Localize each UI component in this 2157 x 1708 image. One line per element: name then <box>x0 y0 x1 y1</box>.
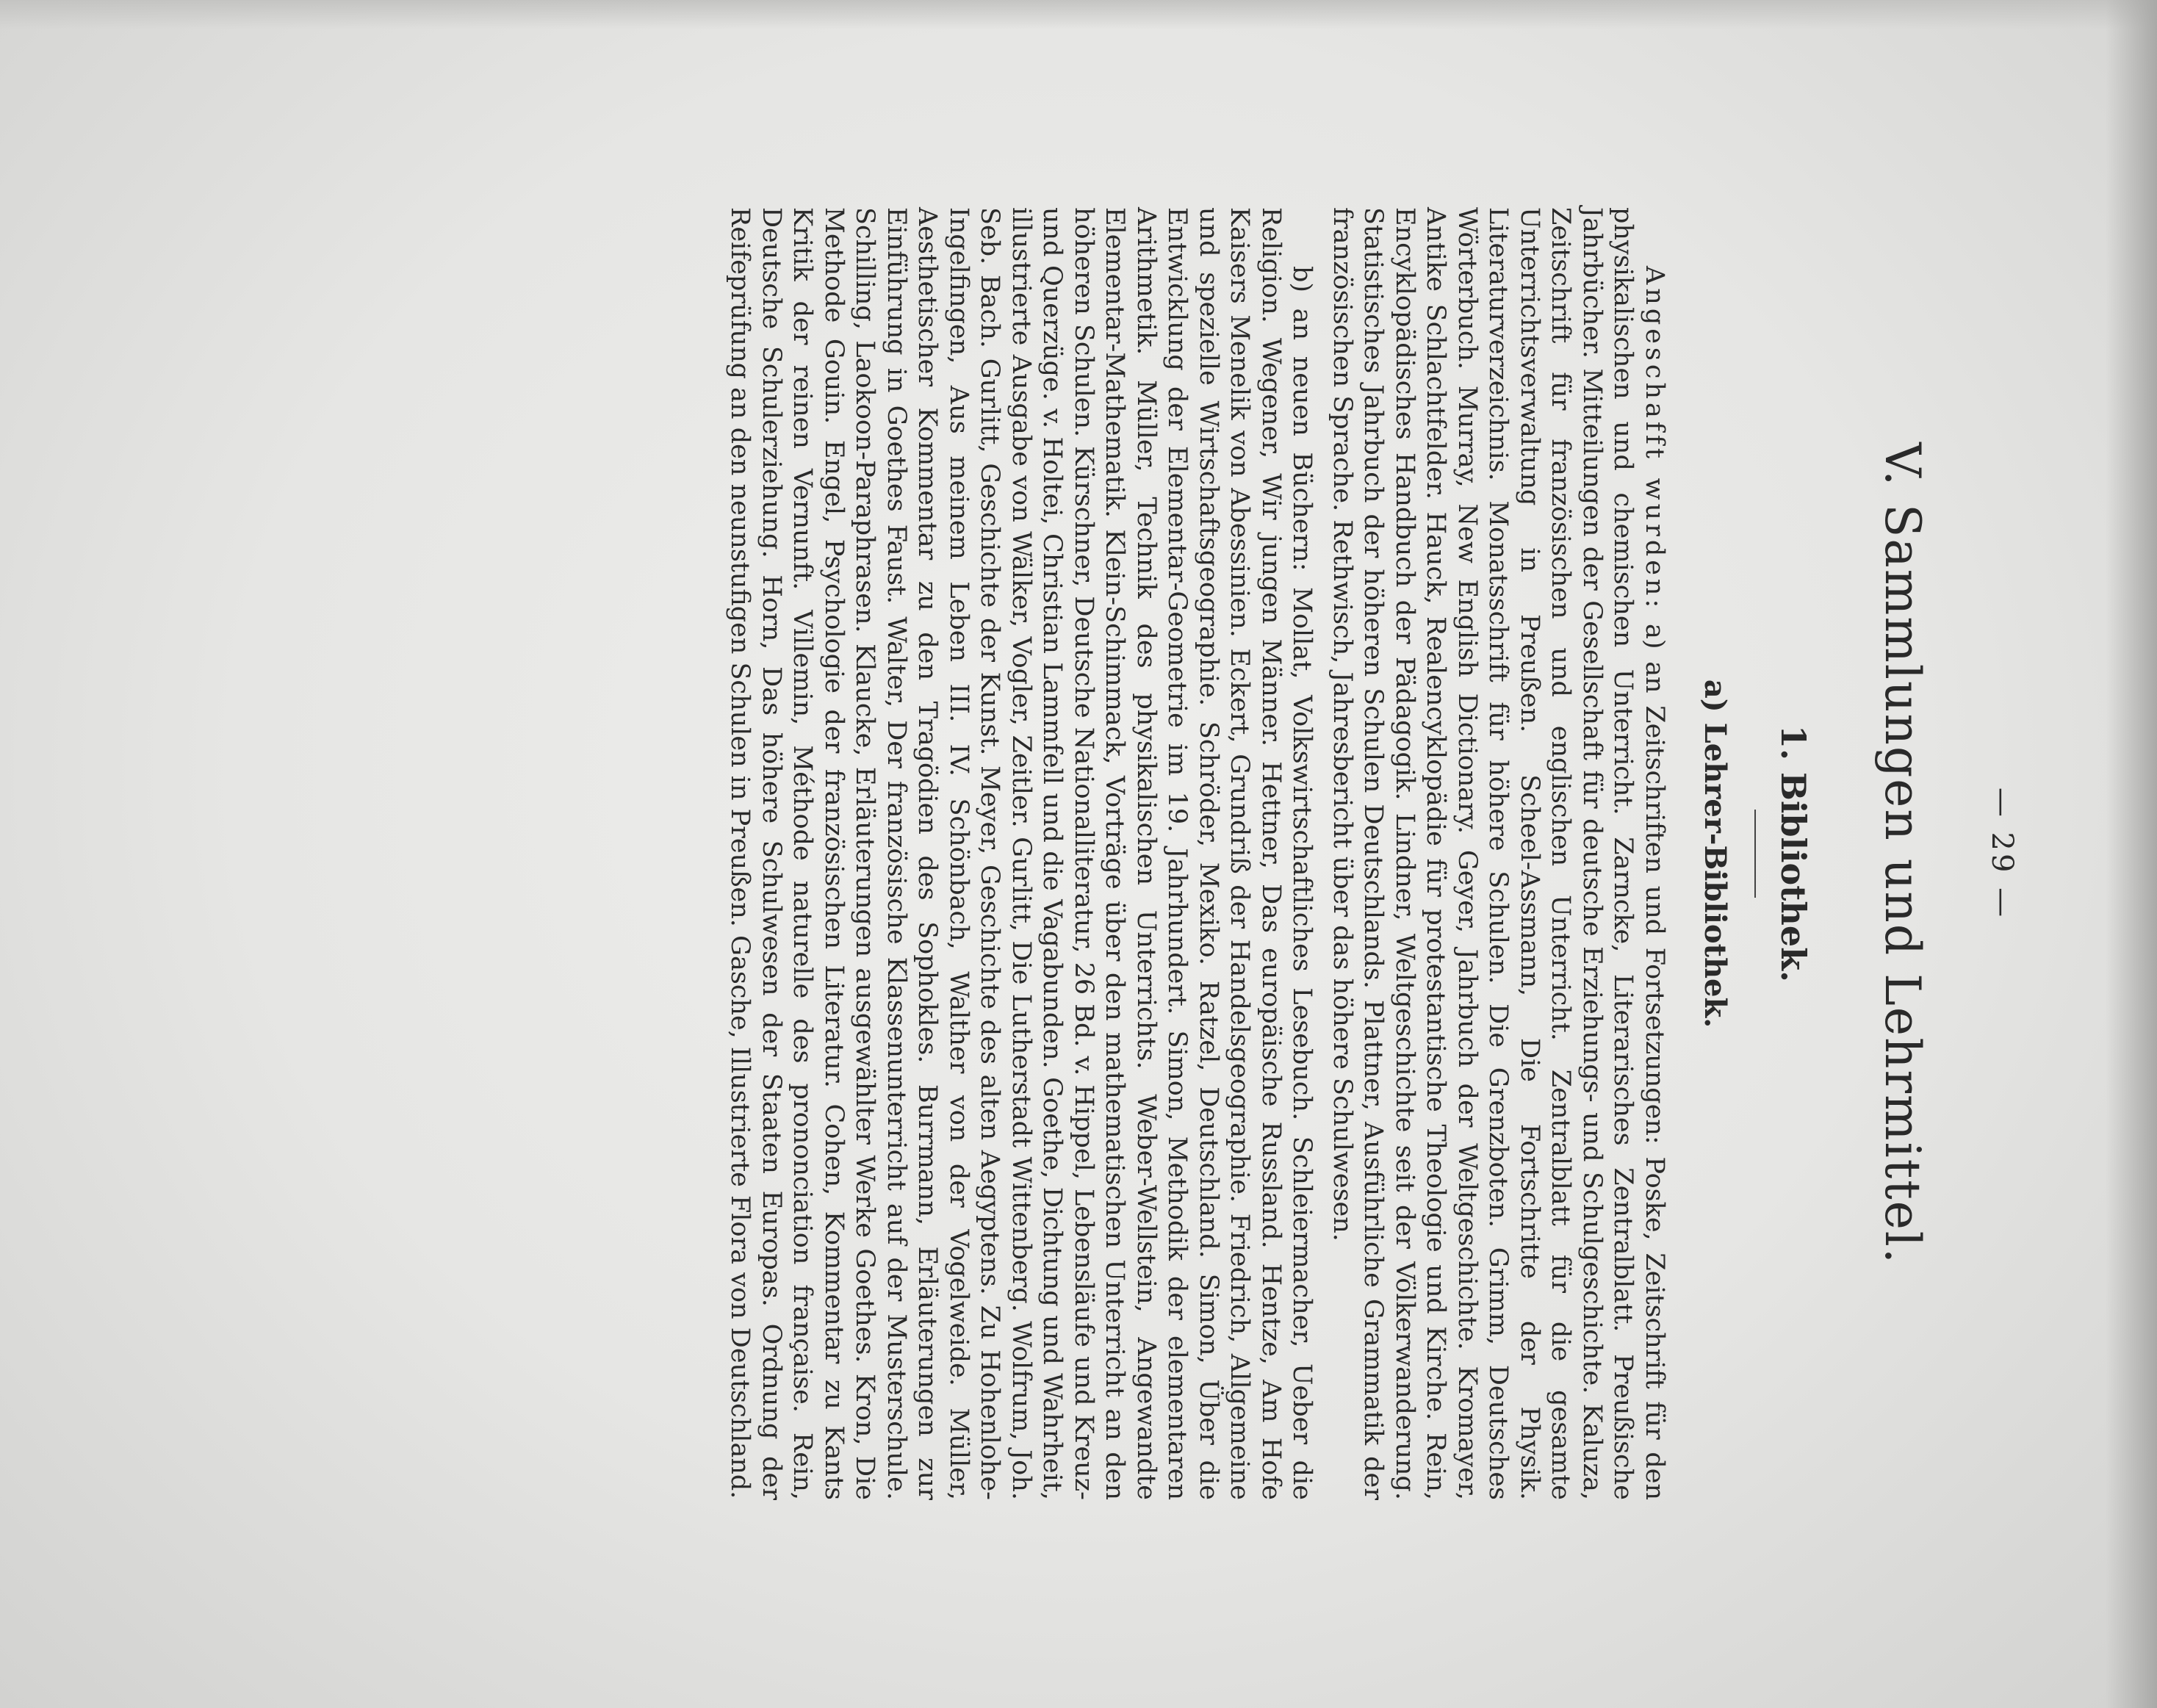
chapter-title: V. Sammlungen und Lehrmittel. <box>1874 442 1931 1265</box>
paragraph-periodicals <box>1327 207 1671 1500</box>
rotated-page-content <box>123 97 2034 1610</box>
paragraph-lead: Angeschafft wurden: <box>1640 266 1669 612</box>
top-edge-shadow <box>0 0 2157 29</box>
page-number: — 29 — <box>1985 787 2019 920</box>
section-title: 1. Bibliothek. <box>1774 724 1813 983</box>
paragraph-text: a) an Zeitschriften und Fortsetzungen: Poske, Zeitschrift für den physikalischen und chemischen Unterricht. Zarncke, Literarisches Zentralblatt. Preußische Jahrbücher. Mitteilungen der Gesellschaft für deutsche Erziehungs- und Schulgeschichte. Kaluza, Zeitschrift für französischen und englischen Unterricht. Zentralblatt für die gesamte Unterrichtsverwaltung in Preußen. Scheel-Assmann, Die Fortschritte der Physik. Literaturverzeichnis. Monatsschrift für höhere Schulen. Die Grenzboten. Grimm, Deutsches Wörterbuch. Murray, New English Dictionary. Geyer, Jahrbuch der Weltgeschichte. Kromayer, Antike Schlachtfelder. Hauck, Realencyklopädie für protestantische Theologie und Kirche. Rein, Encyklopädisches Handbuch der Pädagogik. Lindner, Weltgeschichte seit der Völkerwanderung. Statistisches Jahrbuch der höheren Schulen Deutschlands. Plattner, Ausführliche Grammatik der französischen Sprache. Rethwisch, Jahresbericht über das höhere Schulwesen. <box>1328 207 1669 1500</box>
body-text <box>724 207 1670 1500</box>
paragraph-new-books: b) an neuen Büchern: Mollat, Volkswirtschaftliches Lesebuch. Schleiermacher, Ueber die Religion. Wegener, Wir jungen Männer. Hettner, Das europäische Russland. Hentze, Am Hofe Kaisers Menelik von Abessinien. Eckert, Grundriß der Handelsgeographie. Friedrich, Allgemeine und spezielle Wirtschaftsgeographie. Schröder, Mexiko. Ratzel, Deutschland. Simon, Über die Entwicklung der Elementar-Geometrie im 19. Jahrhundert. Simon, Methodik der elementaren Arithmetik. Müller, Technik des physikalischen Unterrichts. Weber-Wellstein, Angewandte Elementar-Mathematik. Klein-Schimmack, Vorträge über den mathematischen Unterricht an den höheren Schulen. Kürschner, Deutsche Nationalliteratur, 26 Bd. v. Hippel, Lebensläufe und Kreuz- und Querzüge. v. Holtei, Christian Lammfell und die Vagabunden. Goethe, Dichtung und Wahrheit, illustrierte Ausgabe von Wälker, Vogler, Zeitler. Gurlitt, Die Lutherstadt Wittenberg. Wolfrum, Joh. Seb. Bach. Gurlitt, Geschichte der Kunst. Meyer, Geschichte des alten Aegyptens. Zu Hohenlohe-Ingelfingen, Aus meinem Leben III. IV. Schönbach, Walther von der Vogelweide. Müller, Aesthetischer Kommentar zu den Tragödien des Sophokles. Burrmann, Erläuterungen zur Einführung in Goethes Faust. Walter, Der französische Klassenunterricht auf der Musterschule. Schilling, Laokoon-Paraphrasen. Klaucke, Erläuterungen ausgewählter Werke Goethes. Kron, Die Methode Gouin. Engel, Psychologie der französischen Literatur. Cohen, Kommentar zu Kants Kritik der reinen Vernunft. Villemin, Méthode naturelle des prononciation française. Rein, Deutsche Schulerziehung. Horn, Das höhere Schulwesen der Staaten Europas. Ordnung der Reifeprüfung an den neunstufigen Schulen in Preußen. Gasche, Illustrierte Flora von Deutschland. <box>725 207 1317 1500</box>
right-edge-shadow <box>2106 0 2157 1708</box>
title-divider-rule <box>1754 810 1756 898</box>
subsection-title: a) Lehrer-Bibliothek. <box>1698 679 1732 1028</box>
